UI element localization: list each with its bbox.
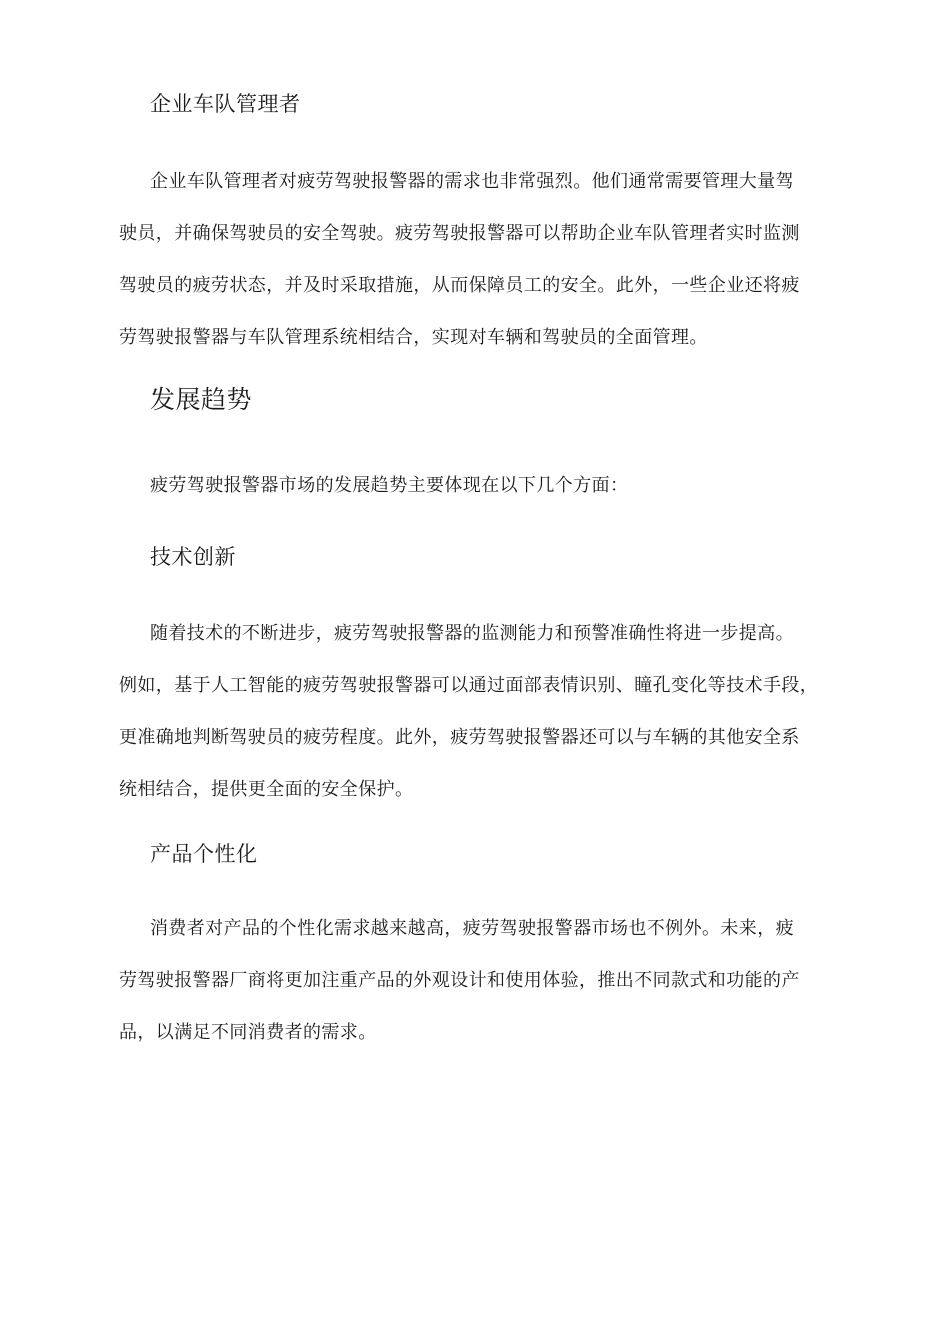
trend-intro-paragraph bbox=[119, 460, 839, 512]
paragraph-line: 消费者对产品的个性化需求越来越高，疲劳驾驶报警器市场也不例外。未来，疲 bbox=[150, 918, 794, 939]
tech-paragraph bbox=[119, 608, 839, 816]
paragraph-line: 驶员，并确保驾驶员的安全驾驶。疲劳驾驶报警器可以帮助企业车队管理者实时监测 bbox=[119, 223, 800, 244]
paragraph-line: 统相结合，提供更全面的安全保护。 bbox=[119, 779, 414, 800]
paragraph-line: 疲劳驾驶报警器市场的发展趋势主要体现在以下几个方面： bbox=[150, 475, 629, 496]
fleet-heading: 企业车队管理者 bbox=[150, 92, 301, 116]
paragraph-line: 劳驾驶报警器与车队管理系统相结合，实现对车辆和驾驶员的全面管理。 bbox=[119, 327, 708, 348]
paragraph-line: 品，以满足不同消费者的需求。 bbox=[119, 1022, 377, 1043]
paragraph-line: 企业车队管理者对疲劳驾驶报警器的需求也非常强烈。他们通常需要管理大量驾 bbox=[150, 171, 794, 192]
paragraph-line: 更准确地判断驾驶员的疲劳程度。此外，疲劳驾驶报警器还可以与车辆的其他安全系 bbox=[119, 727, 800, 748]
personal-heading: 产品个性化 bbox=[150, 842, 258, 866]
trend-heading: 发展趋势 bbox=[150, 385, 253, 414]
tech-heading: 技术创新 bbox=[150, 545, 236, 569]
paragraph-line: 例如，基于人工智能的疲劳驾驶报警器可以通过面部表情识别、瞳孔变化等技术手段， bbox=[119, 675, 819, 696]
personal-paragraph bbox=[119, 903, 839, 1059]
fleet-paragraph bbox=[119, 156, 839, 364]
paragraph-line: 驾驶员的疲劳状态，并及时采取措施，从而保障员工的安全。此外，一些企业还将疲 bbox=[119, 275, 800, 296]
paragraph-line: 随着技术的不断进步，疲劳驾驶报警器的监测能力和预警准确性将进一步提高。 bbox=[150, 623, 794, 644]
paragraph-line: 劳驾驶报警器厂商将更加注重产品的外观设计和使用体验，推出不同款式和功能的产 bbox=[119, 970, 800, 991]
